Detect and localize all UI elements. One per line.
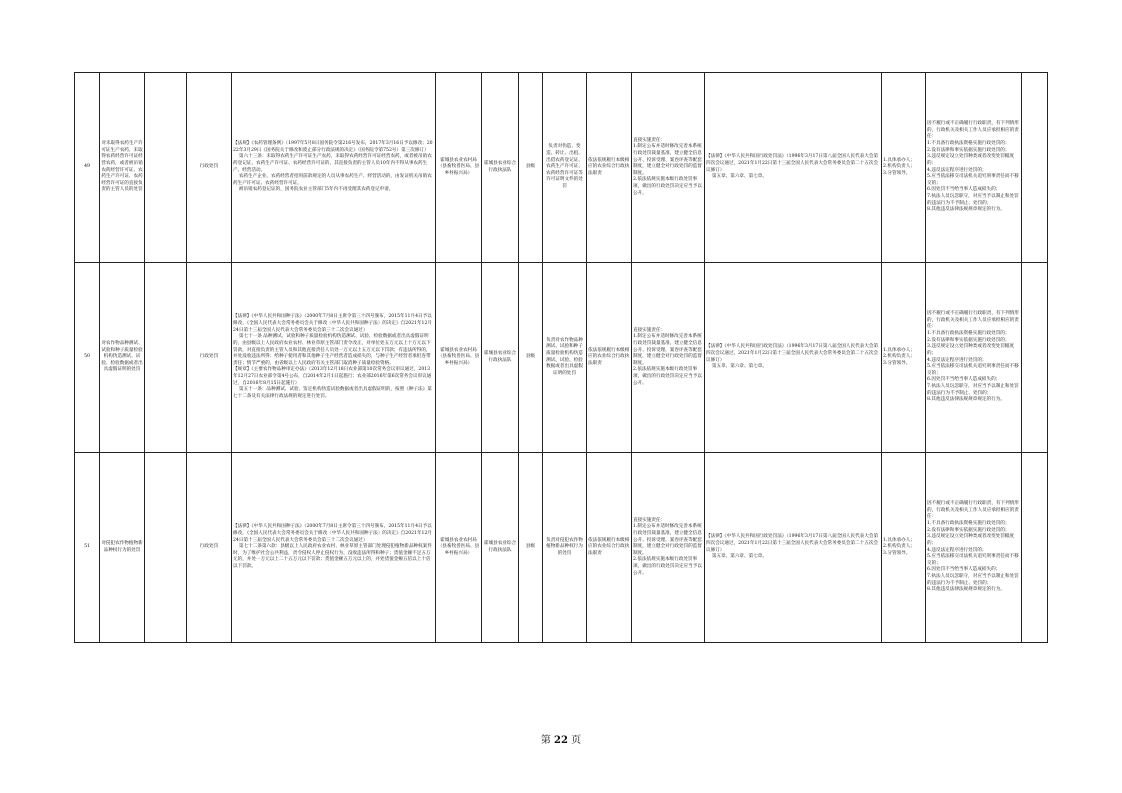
legal-basis: 【法律】《中华人民共和国种子法》（2000年7月8日主席令第三十四号颁布，2015年11月4日予以修改，《全国人民代表大会常务委员会关于修改〈中华人民共和国种子法〉的决定》自2021年12月24日第十三届全国人民代表大会常务委员会第三十二次会议通过） 第七十一条 品种测试、试验和种子质量检验机构伪造测试、试验、检验数据或者出具虚假证明的，由县级以上人民政府农业农村、林业草原主管部门责令改正，对单位处五万元以上十万元以下罚款，对直接负责的主管人员和其他直接责任人员处一万元以上五万元以下罚款；有违法所得的，并处没收违法所得；给种子使用者和其他种子生产经营者造成损失的，与种子生产经营者承担连带责任；情节严重的，由省级以上人民政府有关主管部门取消种子质量检验资格。 【规章】《主要农作物品种审定办法》（2013年12月18日农业部第10次常务会议审议通过，2013年12月27日农业部令第4号公布，自2014年2月1日起施行；农业部2016年第6次常务会议审议通过，自2016年8月15日起施行） 第五十一条：品种测试、试验、鉴定机构伪造试验数据或者出具虚假证明的，按照《种子法》第七十二条及有关法律行政法规的规定进行处罚。 [232,263,436,453]
admin-level: 县级 [519,263,543,453]
item-type: 行政处罚 [187,263,232,453]
accountability-situations: 因不履行或不正确履行行政职责，有下列情形的，行政机关及相关工作人员应承担相应的责任： 1.不具备行政执法资格实施行政处罚的； 2.没有法律和事实依据实施行政处罚的； 3.违反规定设立处罚种类或者改变处罚幅度的； 4.违反法定程序进行处罚的； 5.应当依法移交司法机关追究刑事责任而不移交的； 6.因处罚不当给当事人造成损失的； 7.执法人员玩忽职守，对应当予以制止和处罚的违法行为不予制止、处罚的； 8.其他违反法律法规规章规定的行为。 [926,73,1022,263]
empty-cell [145,453,187,643]
legal-basis: 【法律】《中华人民共和国种子法》（2000年7月8日主席令第三十四号颁布，2015年11月4日予以修改，《全国人民代表大会常务委员会关于修改〈中华人民共和国种子法〉的决定》自2021年12月24日第十三届全国人民代表大会常务委员会第三十二次会议通过） 第七十二条第六款：县级以上人民政府农业农村、林业草原主管部门处理侵犯植物新品种权案件时，为了维护社会公共利益，责令侵权人停止侵权行为，没收违法所得和种子；货值金额不足五万元的，并处一万元以上二十五万元以下罚款；货值金额五万元以上的，并处货值金额五倍以上十倍以下罚款。 [232,453,436,643]
enforcement-table [74,72,1048,643]
accountability-basis: 【法律】《中华人民共和国行政处罚法》（1996年3月17日第八届全国人民代表大会第四次会议通过，2021年1月22日第十三届全国人民代表大会常务委员会第二十五次会议修订） 第五章、第六章、第七章。 [705,73,882,263]
page-number: 22 [554,735,568,746]
admin-level: 县级 [519,453,543,643]
accountability-basis: 【法律】《中华人民共和国行政处罚法》（1996年3月17日第八届全国人民代表大会第四次会议通过，2021年1月22日第十三届全国人民代表大会常务委员会第二十五次会议修订） 第五章、第六章、第七章。 [705,453,882,643]
implementing-subject: 霍城县农业农村局（县畜牧兽医局、县乡村振兴局） [436,73,482,263]
legal-basis: 【法规】《农药管理条例》（1997年5月8日国务院令第216号发布，2017年3月16日予以修改；2022年3月29日《国务院关于修改和废止部分行政法规的决定》（国务院令第752号）第三次修订） 第六十三条：未取得农药生产许可证生产农药，未取得农药经营许可证经营农药，或者被吊销农药登记证、农药生产许可证、农药经营许可证的，其直接负责的主管人员10年内不得从事农药生产、经营活动。 农药生产企业、农药经营者招用前款规定的人员从事农药生产、经营活动的，由发证机关吊销农药生产许可证、农药经营许可证。 被吊销农药登记证的，国务院农业主管部门5年内不再受理其农药登记申请。 [232,73,436,263]
implementing-subject: 霍城县农业农村局（县畜牧兽医局、县乡村振兴局） [436,453,482,643]
accountability-situations: 因不履行或不正确履行行政职责，有下列情形的，行政机关及相关工作人员应承担相应的责任： 1.不具备行政执法资格实施行政处罚的； 2.没有法律和事实依据实施行政处罚的； 3.违反规定设立处罚种类或者改变处罚幅度的； 4.违反法定程序进行处罚的； 5.应当依法移交司法机关追究刑事责任而不移交的； 6.因处罚不当给当事人造成损失的； 7.执法人员玩忽职守，对应当予以制止和处罚的违法行为不予制止、处罚的； 8.其他违反法律法规规章规定的行为。 [926,453,1022,643]
item-name: 对侵犯农作物植物新品种权行为的处罚 [100,453,145,643]
page-prefix: 第 [540,735,551,746]
accountability: 直接实施责任： 1.制定公布并适时修改完善本系统行政处罚裁量基准，建立健全信息公开、投诉受理、案卷评查等配套制度，建立健全对行政处罚的监督制度。 2.依法依规实施本级行政处罚事项，做出的行政处罚决定应当予以公开。 [632,263,705,453]
enforcement-agency: 霍城县农业综合行政执法队 [482,73,519,263]
table-row [75,73,1048,263]
item-number: 50 [75,263,100,453]
duty: 依法依规履行本级相应的农业综合行政执法职责 [587,453,632,643]
item-type: 行政处罚 [187,453,232,643]
item-number: 49 [75,73,100,263]
duty: 依法依规履行本级相应的农业综合行政执法职责 [587,73,632,263]
page-suffix: 页 [571,735,582,746]
duty: 依法依规履行本级相应的农业综合行政执法职责 [587,263,632,453]
empty-cell [1022,263,1048,453]
accountability: 直接实施责任： 1.制定公布并适时修改完善本系统行政处罚裁量基准，建立健全信息公开、投诉受理、案卷评查等配套制度，建立健全对行政处罚的监督制度。 2.依法依规实施本级行政处罚事项，做出的行政处罚决定应当予以公开。 [632,453,705,643]
responsibility: 负责对农作物品种测试、试验和种子质量检验机构伪造测试、试验、检验数据或者出具虚假证明的处罚 [543,263,587,453]
responsible-persons: 1.具体承办人； 2.机构负责人； 3.分管领导。 [882,453,926,643]
implementing-subject: 霍城县农业农村局（县畜牧兽医局、县乡村振兴局） [436,263,482,453]
table-row [75,263,1048,453]
accountability-basis: 【法律】《中华人民共和国行政处罚法》（1996年3月17日第八届全国人民代表大会第四次会议通过，2021年1月22日第十三届全国人民代表大会常务委员会第二十五次会议修订） 第五章、第六章、第七章。 [705,263,882,453]
item-type: 行政处罚 [187,73,232,263]
table-row [75,453,1048,643]
responsibility: 负责对伪造、变造、转让、出租、出借农药登记证、农药生产许可证、农药经营许可证等许可证明文件的处罚 [543,73,587,263]
item-name: 对农作物品种测试、试验和种子质量检验机构伪造测试、试验、检验数据或者出具虚假证明的处罚 [100,263,145,453]
empty-cell [145,73,187,263]
item-number: 51 [75,453,100,643]
empty-cell [1022,73,1048,263]
accountability: 直接实施责任： 1.制定公布并适时修改完善本系统行政处罚裁量基准，建立健全信息公开、投诉受理、案卷评查等配套制度，建立健全对行政处罚的监督制度。 2.依法依规实施本级行政处罚事项，做出的行政处罚决定应当予以公开。 [632,73,705,263]
responsible-persons: 1.具体承办人； 2.机构负责人； 3.分管领导。 [882,73,926,263]
item-name: 对未取得农药生产许可证生产农药，未取得农药经营许可证经营农药，或者被吊销农药经营许可证、农药生产许可证、农药经营许可证的直接负责的主管人员的处罚 [100,73,145,263]
accountability-situations: 因不履行或不正确履行行政职责，有下列情形的，行政机关及相关工作人员应承担相应的责任： 1.不具备行政执法资格实施行政处罚的； 2.没有法律和事实依据实施行政处罚的； 3.违反规定设立处罚种类或者改变处罚幅度的； 4.违反法定程序进行处罚的； 5.应当依法移交司法机关追究刑事责任而不移交的； 6.因处罚不当给当事人造成损失的； 7.执法人员玩忽职守，对应当予以制止和处罚的违法行为不予制止、处罚的； 8.其他违反法律法规规章规定的行为。 [926,263,1022,453]
admin-level: 县级 [519,73,543,263]
page-footer [0,731,1122,746]
empty-cell [1022,453,1048,643]
responsibility: 负责对侵犯农作物植物新品种权行为的处罚 [543,453,587,643]
responsible-persons: 1.具体承办人； 2.机构负责人； 3.分管领导。 [882,263,926,453]
enforcement-agency: 霍城县农业综合行政执法队 [482,453,519,643]
empty-cell [145,263,187,453]
enforcement-agency: 霍城县农业综合行政执法队 [482,263,519,453]
